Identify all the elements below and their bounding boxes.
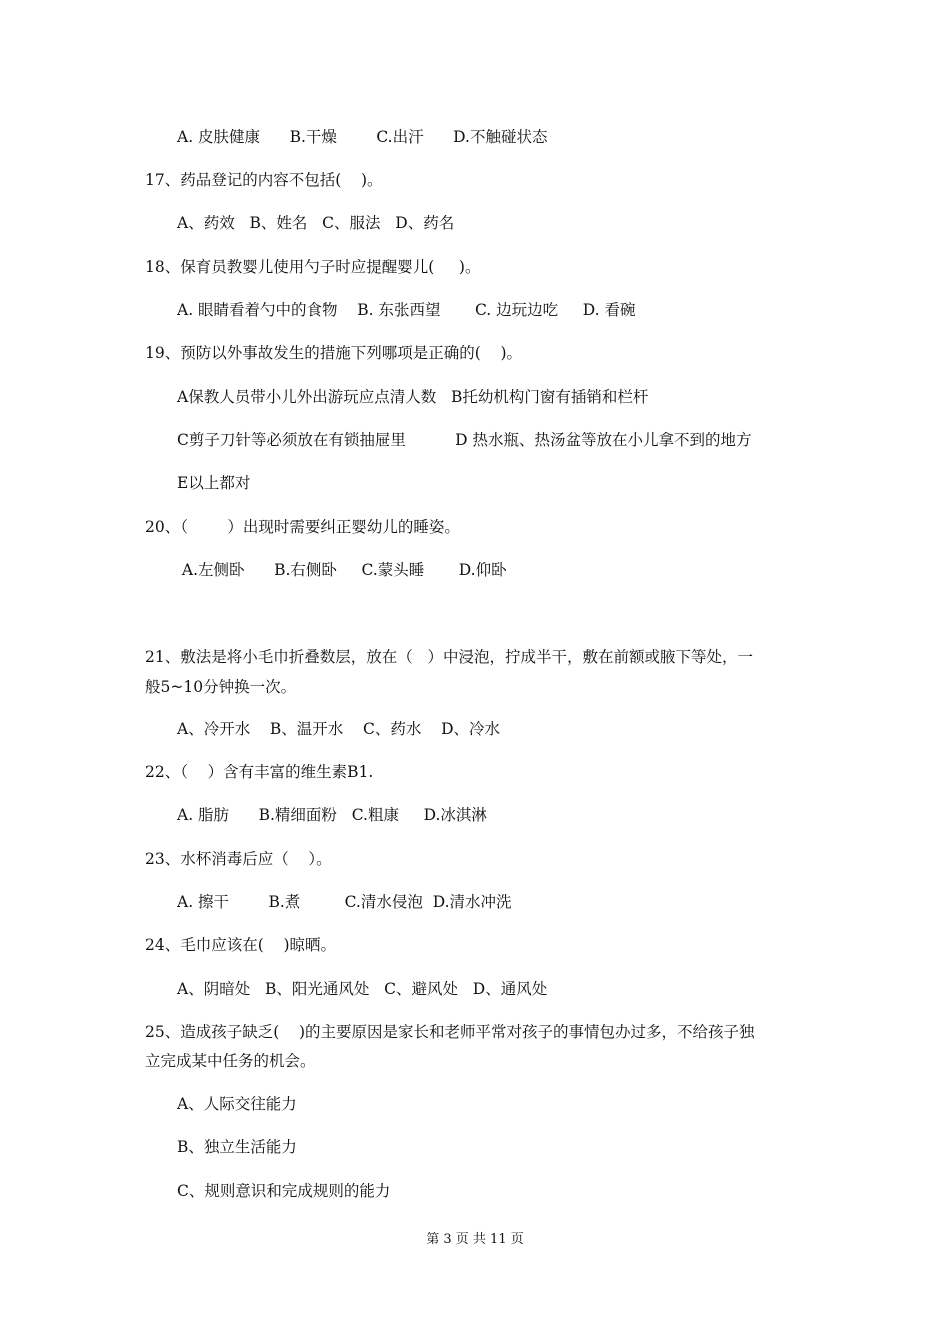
q20-options: A.左侧卧 B.右侧卧 C.蒙头睡 D.仰卧	[177, 561, 507, 579]
q18-stem: 18、保育员教婴儿使用勺子时应提醒婴儿( )。	[145, 258, 481, 276]
q21-options: A、冷开水 B、温开水 C、药水 D、冷水	[177, 720, 500, 738]
q22-stem: 22、（ ）含有丰富的维生素B1.	[145, 763, 374, 781]
q17-options: A、药效 B、姓名 C、服法 D、药名	[177, 214, 455, 232]
q16-options: A. 皮肤健康 B.干燥 C.出汗 D.不触碰状态	[177, 128, 548, 146]
q25-option-b: B、独立生活能力	[177, 1138, 297, 1156]
q19-option-ab: A保教人员带小儿外出游玩应点清人数 B托幼机构门窗有插销和栏杆	[177, 388, 649, 406]
q24-stem: 24、毛巾应该在( )晾晒。	[145, 936, 337, 954]
page-footer: 第 3 页 共 11 页	[426, 1232, 524, 1247]
q17-stem: 17、药品登记的内容不包括( )。	[145, 171, 383, 189]
q23-stem: 23、水杯消毒后应（ ）。	[145, 850, 332, 868]
q25-option-c: C、规则意识和完成规则的能力	[177, 1182, 391, 1200]
q25-option-a: A、人际交往能力	[177, 1095, 297, 1113]
q24-options: A、阴暗处 B、阳光通风处 C、避风处 D、通风处	[177, 980, 548, 998]
q22-options: A. 脂肪 B.精细面粉 C.粗康 D.冰淇淋	[177, 806, 487, 824]
q21-stem: 21、敷法是将小毛巾折叠数层，放在（ ）中浸泡，拧成半干，敷在前额或腋下等处，一	[145, 648, 754, 666]
q21-stem-cont: 般5~10分钟换一次。	[145, 678, 297, 696]
q19-option-e: E以上都对	[177, 474, 251, 492]
q25-stem: 25、造成孩子缺乏( )的主要原因是家长和老师平常对孩子的事情包办过多，不给孩子独	[145, 1023, 755, 1041]
q23-options: A. 擦干 B.煮 C.清水侵泡 D.清水冲洗	[177, 893, 512, 911]
q25-stem-cont: 立完成某中任务的机会。	[145, 1052, 316, 1070]
q19-stem: 19、预防以外事故发生的措施下列哪项是正确的( )。	[145, 344, 523, 362]
q20-stem: 20、（ ）出现时需要纠正婴幼儿的睡姿。	[145, 518, 460, 536]
q18-options: A. 眼睛看着勺中的食物 B. 东张西望 C. 边玩边吃 D. 看碗	[177, 301, 636, 319]
q19-option-cd: C剪子刀针等必须放在有锁抽屉里 D 热水瓶、热汤盆等放在小儿拿不到的地方	[177, 431, 752, 449]
